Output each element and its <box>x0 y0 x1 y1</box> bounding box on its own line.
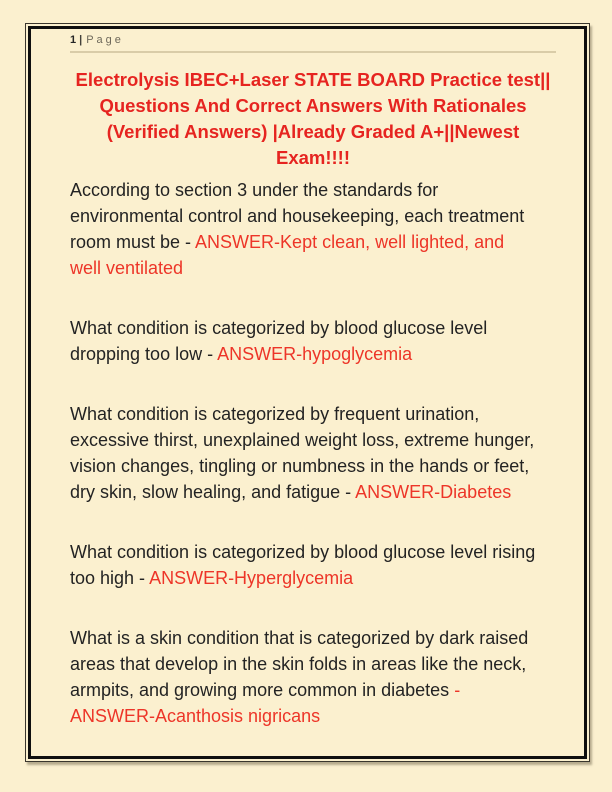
text-line <box>70 453 556 479</box>
text-line <box>70 651 556 677</box>
title-line: Exam!!!! <box>275 147 350 168</box>
qa-paragraph <box>70 539 556 591</box>
text-line <box>70 255 556 281</box>
text-line <box>70 539 556 565</box>
question-text: What condition is categorized by frequent urination, <box>70 404 480 424</box>
text-line <box>70 703 556 729</box>
text-line <box>70 177 556 203</box>
text-line <box>70 401 556 427</box>
question-text: dry skin, slow healing, and fatigue - <box>70 482 356 502</box>
qa-paragraph <box>70 315 556 367</box>
question-text: too high - <box>70 568 150 588</box>
text-line <box>70 565 556 591</box>
answer-text: well ventilated <box>70 258 184 278</box>
qa-paragraph <box>70 177 556 281</box>
title-line: (Verified Answers) |Already Graded A+||Newest <box>106 121 520 142</box>
text-line <box>70 229 556 255</box>
document-title <box>70 67 556 171</box>
question-text: What is a skin condition that is categorized by dark raised <box>70 628 529 648</box>
title-line: Questions And Correct Answers With Rationales <box>99 95 527 116</box>
question-text: armpits, and growing more common in diabetes <box>70 680 455 700</box>
answer-text: - <box>454 680 461 700</box>
answer-text: ANSWER-Hyperglycemia <box>149 568 354 588</box>
answer-text: ANSWER-Kept clean, well lighted, and <box>195 232 505 252</box>
page-header <box>70 34 556 47</box>
qa-paragraph <box>70 401 556 505</box>
page-content-area <box>28 26 587 759</box>
header-page-label: Page <box>86 34 124 46</box>
title-line: Electrolysis IBEC+Laser STATE BOARD Practice test|| <box>75 69 551 90</box>
question-text: dropping too low - <box>70 344 218 364</box>
text-line <box>70 677 556 703</box>
header-separator: | <box>79 34 83 46</box>
text-line <box>70 203 556 229</box>
question-text: According to section 3 under the standards for <box>70 180 439 200</box>
page-border-frame <box>25 23 590 762</box>
question-text: excessive thirst, unexplained weight loss, extreme hunger, <box>70 430 535 450</box>
question-text: vision changes, tingling or numbness in the hands or feet, <box>70 456 530 476</box>
question-text: environmental control and housekeeping, each treatment <box>70 206 525 226</box>
question-text: What condition is categorized by blood glucose level rising <box>70 542 536 562</box>
qa-content <box>70 177 556 729</box>
answer-text: ANSWER-hypoglycemia <box>217 344 413 364</box>
text-line <box>70 315 556 341</box>
answer-text: ANSWER-Acanthosis nigricans <box>70 706 321 726</box>
text-line <box>70 341 556 367</box>
question-text: room must be - <box>70 232 196 252</box>
text-line <box>70 625 556 651</box>
question-text: What condition is categorized by blood glucose level <box>70 318 488 338</box>
text-line <box>70 427 556 453</box>
header-rule <box>70 51 556 53</box>
page-number: 1 <box>70 34 77 46</box>
qa-paragraph <box>70 625 556 729</box>
text-line <box>70 479 556 505</box>
answer-text: ANSWER-Diabetes <box>355 482 512 502</box>
question-text: areas that develop in the skin folds in areas like the neck, <box>70 654 527 674</box>
